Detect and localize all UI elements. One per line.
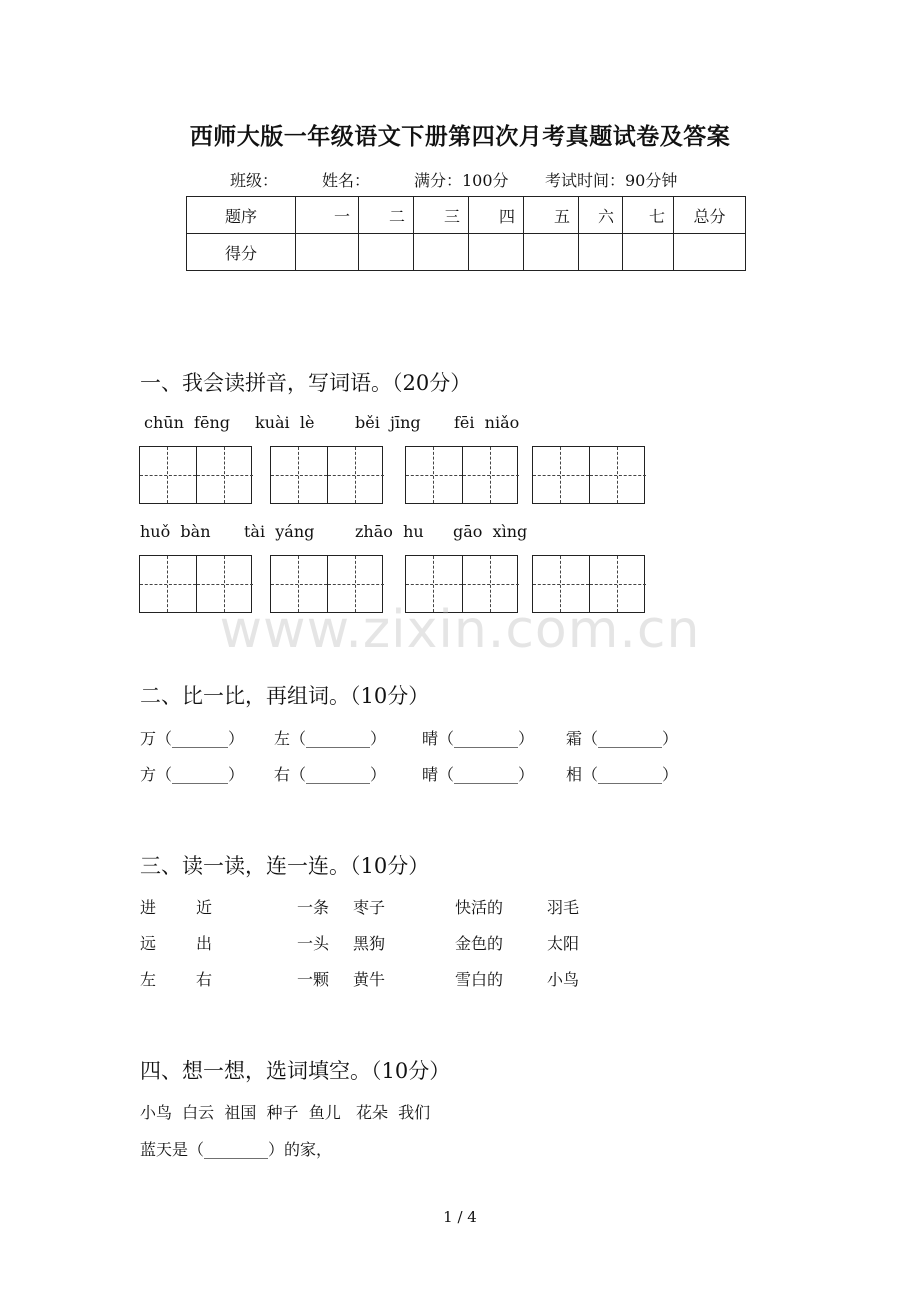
- section-4-title: 四、想一想，选词填空。（10分）: [140, 1059, 451, 1083]
- score-header-cell: 七: [623, 197, 674, 234]
- score-header-cell: 二: [359, 197, 414, 234]
- match-word: 黑狗: [353, 934, 386, 953]
- document-title: 西师大版一年级语文下册第四次月考真题试卷及答案: [189, 123, 731, 150]
- compare-item: 晴（________）: [422, 765, 535, 784]
- match-word: 黄牛: [353, 970, 386, 989]
- tianzige-cell: [533, 447, 589, 503]
- score-header-cell: 题序: [187, 197, 296, 234]
- score-cell[interactable]: [359, 234, 414, 271]
- match-word: 枣子: [353, 898, 386, 917]
- score-header-cell: 四: [469, 197, 524, 234]
- writing-grid[interactable]: [405, 446, 518, 504]
- score-cell[interactable]: [623, 234, 674, 271]
- match-word: 一条: [297, 898, 330, 917]
- tianzige-cell: [406, 447, 462, 503]
- tianzige-cell: [462, 447, 519, 503]
- tianzige-cell: [196, 447, 253, 503]
- match-word: 金色的: [455, 934, 504, 953]
- watermark-text: www.zixin.com.cn: [219, 600, 701, 660]
- writing-grid[interactable]: [139, 446, 252, 504]
- pinyin-label: gāo xìng: [453, 522, 528, 541]
- score-cell[interactable]: [414, 234, 469, 271]
- score-row-label: 得分: [187, 234, 296, 271]
- score-table-score-row: [187, 234, 746, 271]
- page-number: 1 / 4: [443, 1208, 477, 1226]
- compare-item: 方（_______）: [140, 765, 245, 784]
- tianzige-cell: [589, 447, 646, 503]
- tianzige-cell: [271, 447, 327, 503]
- match-word: 羽毛: [547, 898, 580, 917]
- pinyin-label: chūn fēng: [144, 413, 230, 432]
- full-score: 满分：100分: [414, 171, 509, 190]
- section-3-title: 三、读一读，连一连。（10分）: [140, 854, 430, 878]
- name-label: 姓名：: [322, 171, 371, 190]
- score-cell[interactable]: [579, 234, 623, 271]
- compare-item: 右（________）: [274, 765, 387, 784]
- score-header-cell: 六: [579, 197, 623, 234]
- compare-item: 相（________）: [566, 765, 679, 784]
- score-cell[interactable]: [524, 234, 579, 271]
- compare-item: 霜（________）: [566, 729, 679, 748]
- match-word: 远: [140, 934, 157, 953]
- score-header-cell: 一: [296, 197, 359, 234]
- match-word: 雪白的: [455, 970, 504, 989]
- pinyin-label: fēi niǎo: [454, 413, 520, 432]
- score-header-cell: 三: [414, 197, 469, 234]
- match-word: 一颗: [297, 970, 330, 989]
- pinyin-label: tài yáng: [244, 522, 315, 541]
- writing-grid[interactable]: [532, 446, 645, 504]
- score-header-cell: 总分: [674, 197, 746, 234]
- score-header-cell: 五: [524, 197, 579, 234]
- class-label: 班级：: [230, 171, 279, 190]
- pinyin-label: běi jīng: [355, 413, 421, 432]
- match-word: 出: [196, 934, 213, 953]
- match-word: 小鸟: [547, 970, 580, 989]
- writing-grid[interactable]: [270, 446, 383, 504]
- compare-item: 晴（________）: [422, 729, 535, 748]
- section-1-title: 一、我会读拼音，写词语。（20分）: [140, 371, 472, 395]
- compare-item: 左（________）: [274, 729, 387, 748]
- match-word: 太阳: [547, 934, 580, 953]
- match-word: 进: [140, 898, 157, 917]
- word-bank: 小鸟 白云 祖国 种子 鱼儿 花朵 我们: [140, 1103, 431, 1122]
- match-word: 右: [196, 970, 213, 989]
- score-cell[interactable]: [469, 234, 524, 271]
- match-word: 左: [140, 970, 157, 989]
- match-word: 一头: [297, 934, 330, 953]
- pinyin-label: huǒ bàn: [140, 522, 211, 541]
- section-2-title: 二、比一比，再组词。（10分）: [140, 684, 430, 708]
- tianzige-cell: [140, 447, 196, 503]
- score-cell[interactable]: [296, 234, 359, 271]
- fill-sentence: 蓝天是（________）的家，: [140, 1140, 333, 1159]
- match-word: 近: [196, 898, 213, 917]
- exam-time: 考试时间：90分钟: [545, 171, 678, 190]
- tianzige-cell: [327, 447, 384, 503]
- score-table: [186, 196, 746, 271]
- compare-item: 万（_______）: [140, 729, 245, 748]
- pinyin-label: kuài lè: [255, 413, 315, 432]
- score-table-header-row: [187, 197, 746, 234]
- pinyin-label: zhāo hu: [355, 522, 424, 541]
- match-word: 快活的: [455, 898, 504, 917]
- score-cell[interactable]: [674, 234, 746, 271]
